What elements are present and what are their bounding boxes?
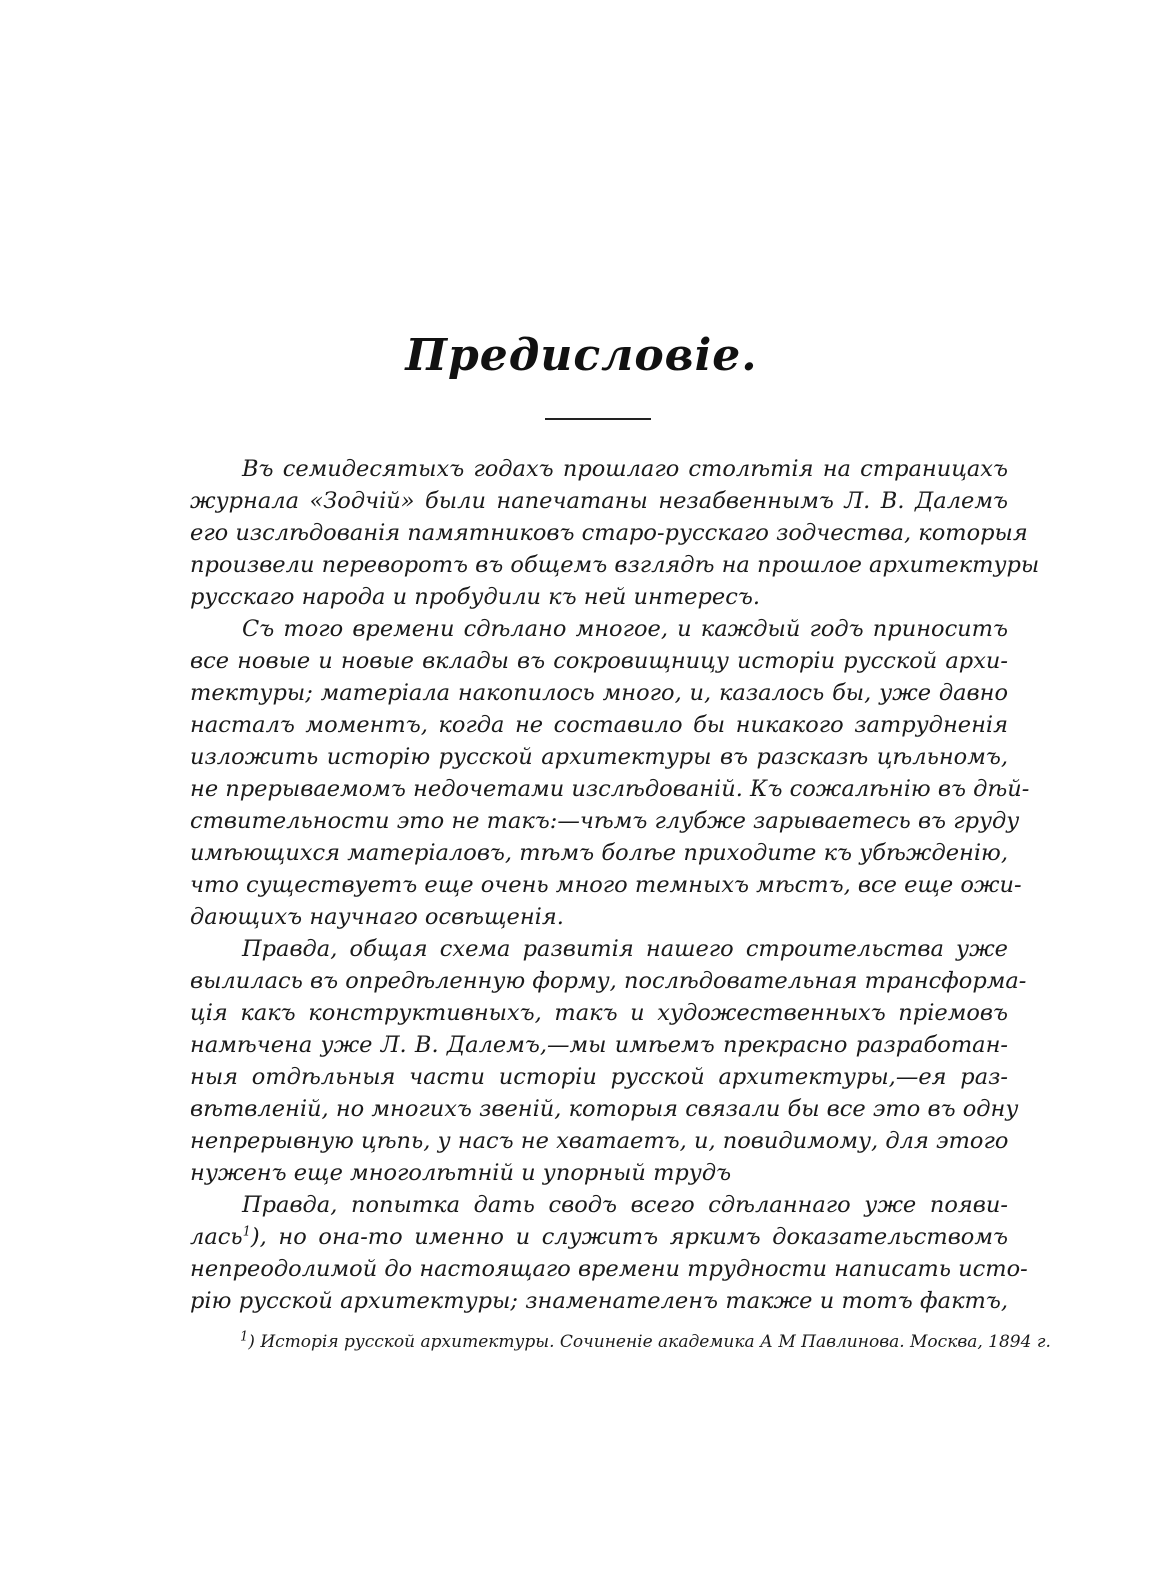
text-fragment: лась bbox=[190, 1224, 243, 1250]
text-line: нуженъ еще многолѣтній и упорный трудъ bbox=[190, 1160, 732, 1186]
text-line: Съ того времени сдѣлано многое, и каждый годъ приноситъ bbox=[242, 616, 1008, 642]
footnote-text: ) Исторія русской архитектуры. Сочиненіе академика А М Павлинова. Москва, 1894 г. bbox=[248, 1332, 1051, 1352]
text-line: произвели переворотъ въ общемъ взглядѣ на прошлое архитектуры bbox=[190, 552, 1040, 578]
text-line: ствительности это не такъ:—чѣмъ глубже зарываетесь въ груду bbox=[190, 808, 1020, 834]
text-line: русскаго народа и пробудили къ ней интересъ. bbox=[190, 584, 760, 610]
text-line: ныя отдѣльныя части исторіи русской архитектуры,—ея раз- bbox=[190, 1064, 1008, 1090]
text-line: не прерываемомъ недочетами изслѣдованій. Къ сожалѣнію въ дѣй- bbox=[190, 776, 1030, 802]
text-line: что существуетъ еще очень много темныхъ мѣстъ, все еще ожи- bbox=[190, 872, 1022, 898]
text-line: намѣчена уже Л. В. Далемъ,—мы имѣемъ прекрасно разработан- bbox=[190, 1032, 1008, 1058]
text-line: непреодолимой до настоящаго времени трудности написать исто- bbox=[190, 1256, 1028, 1282]
page-title: Предисловіе. bbox=[405, 330, 758, 381]
text-line: Правда, общая схема развитія нашего строительства уже bbox=[242, 936, 1008, 962]
text-line: Въ семидесятыхъ годахъ прошлаго столѣтія на страницахъ bbox=[242, 456, 1008, 482]
text-line: тектуры; матеріала накопилось много, и, казалось бы, уже давно bbox=[190, 680, 1008, 706]
text-line: дающихъ научнаго освѣщенія. bbox=[190, 904, 564, 930]
text-line: все новые и новые вклады въ сокровищницу исторіи русской архи- bbox=[190, 648, 1008, 674]
footnote-mark: 1 bbox=[240, 1329, 249, 1345]
text-line bbox=[190, 1221, 1008, 1253]
title-divider bbox=[545, 418, 651, 420]
footnote-reference: 1 bbox=[242, 1224, 251, 1240]
text-line: Правда, попытка дать сводъ всего сдѣланнаго уже появи- bbox=[242, 1192, 1008, 1218]
text-line: ція какъ конструктивныхъ, такъ и художественныхъ пріемовъ bbox=[190, 1000, 1008, 1026]
text-line: вылилась въ опредѣленную форму, послѣдовательная трансформа- bbox=[190, 968, 1027, 994]
footnote bbox=[240, 1329, 1051, 1354]
text-line: его изслѣдованія памятниковъ старо-русскаго зодчества, которыя bbox=[190, 520, 1028, 546]
text-line: журнала «Зодчій» были напечатаны незабвеннымъ Л. В. Далемъ bbox=[190, 488, 1008, 514]
text-line: рію русской архитектуры; знаменателенъ также и тотъ фактъ, bbox=[190, 1288, 1008, 1314]
text-line: имѣющихся матеріаловъ, тѣмъ болѣе приходите къ убѣжденію, bbox=[190, 840, 1008, 866]
text-fragment: ), но она-то именно и служитъ яркимъ доказательствомъ bbox=[250, 1224, 1008, 1250]
text-line: вѣтвленій, но многихъ звеній, которыя связали бы все это въ одну bbox=[190, 1096, 1019, 1122]
text-line: изложить исторію русской архитектуры въ разсказѣ цѣльномъ, bbox=[190, 744, 1008, 770]
text-line: непрерывную цѣпь, у насъ не хватаетъ, и, повидимому, для этого bbox=[190, 1128, 1009, 1154]
text-line: насталъ моментъ, когда не составило бы никакого затрудненія bbox=[190, 712, 1008, 738]
